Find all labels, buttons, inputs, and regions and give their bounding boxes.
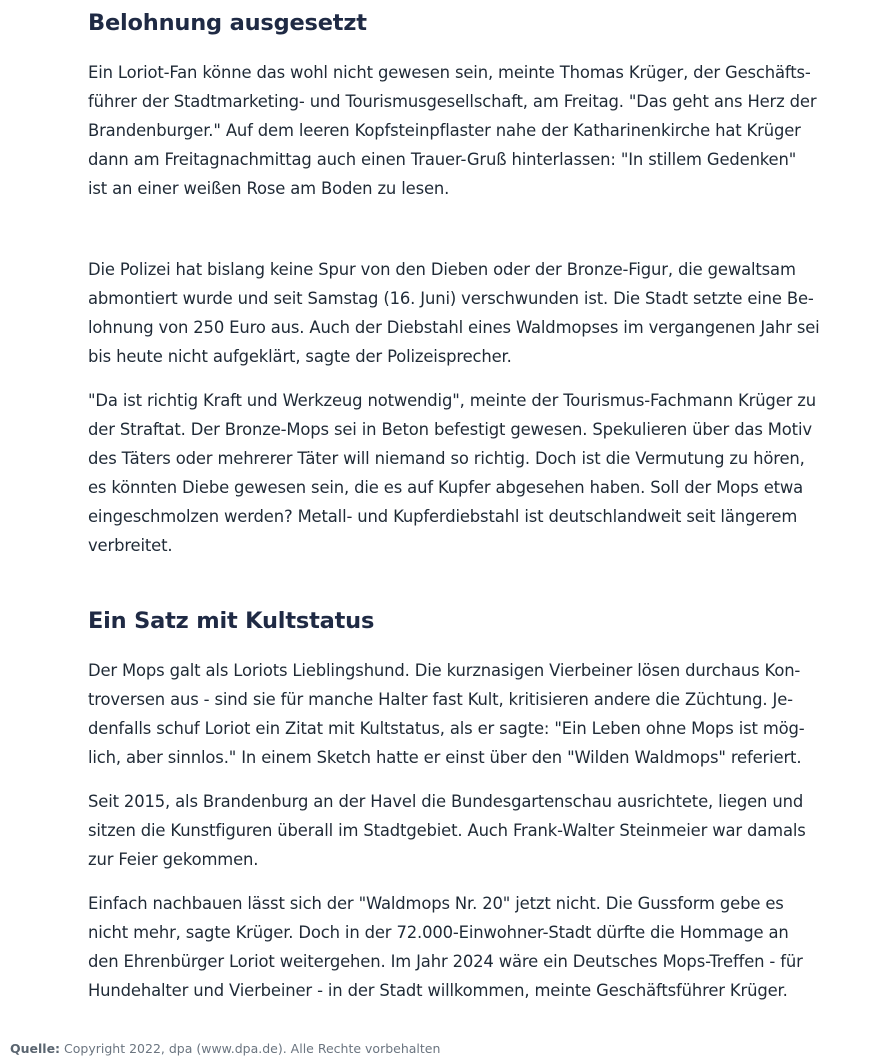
section-heading: Belohnung ausgesetzt [88,10,367,36]
paragraph-line: troversen aus - sind sie für manche Halter fast Kult, kritisieren andere die Züchtung. Je- [88,690,793,709]
paragraph-line: zur Feier gekommen. [88,850,259,869]
paragraph-line: bis heute nicht aufgeklärt, sagte der Polizeisprecher. [88,347,512,366]
paragraph-line: der Straftat. Der Bronze-Mops sei in Beton befestigt gewesen. Spekulieren über das Motiv [88,420,812,439]
paragraph [88,787,848,874]
paragraph-line: verbreitet. [88,536,173,555]
paragraph-line: führer der Stadtmarketing- und Tourismusgesellschaft, am Freitag. "Das geht ans Herz der [88,92,817,111]
paragraph [88,656,848,772]
paragraph-line: "Da ist richtig Kraft und Werkzeug notwendig", meinte der Tourismus-Fachmann Krüger zu [88,391,816,410]
source-label: Quelle: [10,1041,61,1056]
paragraph-line: denfalls schuf Loriot ein Zitat mit Kultstatus, als er sagte: "Ein Leben ohne Mops ist mög- [88,719,805,738]
paragraph-line: Die Polizei hat bislang keine Spur von den Dieben oder der Bronze-Figur, die gewaltsam [88,260,796,279]
paragraph-line: Ein Loriot-Fan könne das wohl nicht gewesen sein, meinte Thomas Krüger, der Geschäfts- [88,63,811,82]
section-heading: Ein Satz mit Kultstatus [88,608,375,634]
paragraph-line: den Ehrenbürger Loriot weitergehen. Im Jahr 2024 wäre ein Deutsches Mops-Treffen - für [88,952,803,971]
paragraph-line: Hundehalter und Vierbeiner - in der Stadt willkommen, meinte Geschäftsführer Krüger. [88,981,788,1000]
paragraph-line: Brandenburger." Auf dem leeren Kopfsteinpflaster nahe der Katharinenkirche hat Krüger [88,121,801,140]
paragraph-line: Seit 2015, als Brandenburg an der Havel die Bundesgartenschau ausrichtete, liegen und [88,792,804,811]
source-credit [10,1041,440,1056]
paragraph-line: lohnung von 250 Euro aus. Auch der Diebstahl eines Waldmopses im vergangenen Jahr sei [88,318,820,337]
paragraph-line: dann am Freitagnachmittag auch einen Trauer-Gruß hinterlassen: "In stillem Gedenken" [88,150,797,169]
paragraph [88,889,848,1005]
paragraph-line: abmontiert wurde und seit Samstag (16. Juni) verschwunden ist. Die Stadt setzte eine Be- [88,289,814,308]
paragraph [88,386,848,560]
paragraph [88,255,848,371]
source-text: Copyright 2022, dpa (www.dpa.de). Alle Rechte vorbehalten [64,1041,441,1056]
paragraph-line: eingeschmolzen werden? Metall- und Kupferdiebstahl ist deutschlandweit seit längerem [88,507,798,526]
paragraph-line: Der Mops galt als Loriots Lieblingshund. Die kurznasigen Vierbeiner lösen durchaus Kon- [88,661,801,680]
paragraph-line: sitzen die Kunstfiguren überall im Stadtgebiet. Auch Frank-Walter Steinmeier war damals [88,821,806,840]
paragraph-line: es könnten Diebe gewesen sein, die es auf Kupfer abgesehen haben. Soll der Mops etwa [88,478,804,497]
paragraph-line: lich, aber sinnlos." In einem Sketch hatte er einst über den "Wilden Waldmops" referiert. [88,748,802,767]
paragraph [88,58,848,203]
paragraph-line: nicht mehr, sagte Krüger. Doch in der 72.000-Einwohner-Stadt dürfte die Hommage an [88,923,789,942]
paragraph-line: ist an einer weißen Rose am Boden zu lesen. [88,179,450,198]
paragraph-line: Einfach nachbauen lässt sich der "Waldmops Nr. 20" jetzt nicht. Die Gussform gebe es [88,894,784,913]
paragraph-line: des Täters oder mehrerer Täter will niemand so richtig. Doch ist die Vermutung zu hören, [88,449,805,468]
